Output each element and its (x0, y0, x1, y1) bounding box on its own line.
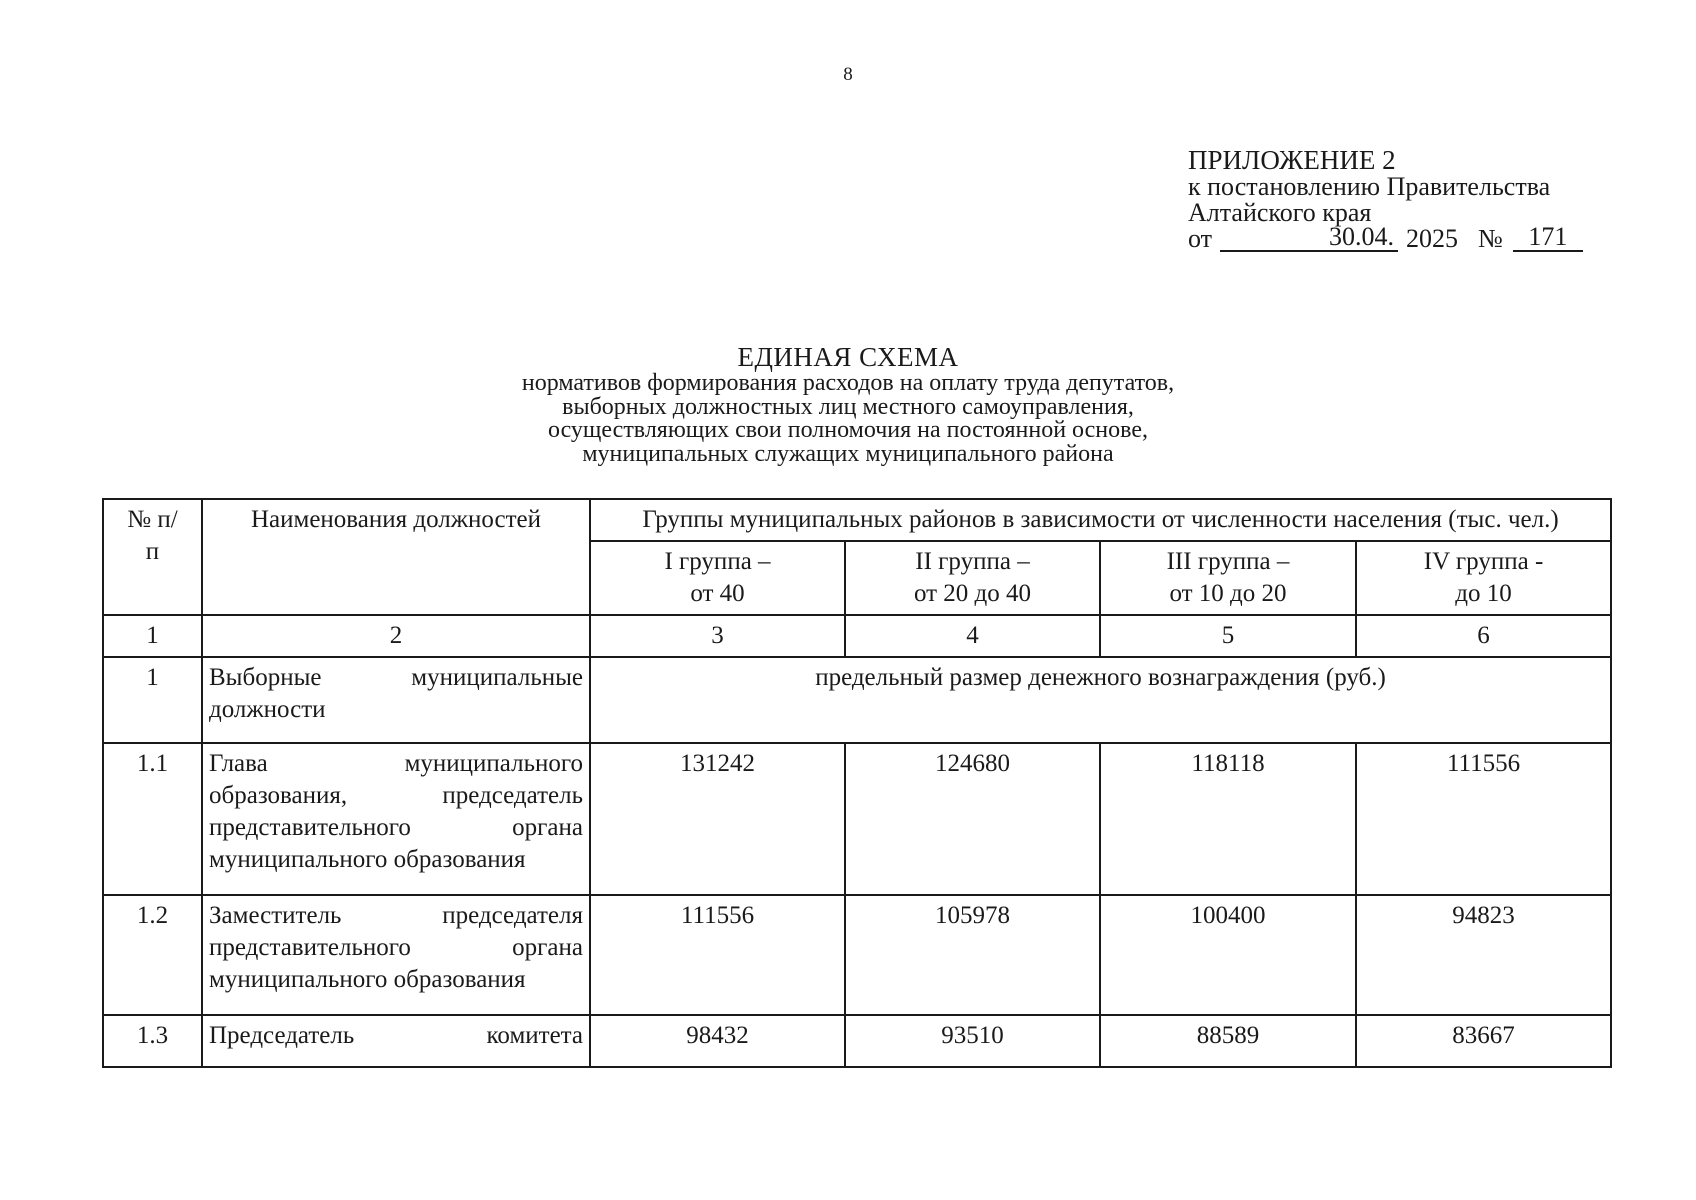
table-row (103, 895, 1611, 1015)
from-label: от (1188, 224, 1213, 253)
header-groups-title: Группы муниципальных районов в зависимости от численности населения (тыс. чел.) (590, 499, 1611, 541)
appendix-line3: Алтайского края (1188, 198, 1372, 227)
column-number: 6 (1356, 615, 1611, 657)
column-number: 1 (103, 615, 202, 657)
header-group-1: I группа – от 40 (590, 541, 845, 615)
resolution-number: 171 (1513, 226, 1583, 252)
section-note: предельный размер денежного вознаграждения (руб.) (590, 657, 1611, 743)
salary-norms-table (102, 498, 1612, 1068)
title-line: муниципальных служащих муниципального района (582, 440, 1114, 467)
row-value-group-2: 93510 (845, 1015, 1100, 1067)
row-num: 1.3 (103, 1015, 202, 1067)
row-value-group-3: 118118 (1100, 743, 1356, 895)
row-value-group-4: 94823 (1356, 895, 1611, 1015)
header-num: № п/п (103, 499, 202, 615)
header-position-name: Наименования должностей (202, 499, 590, 615)
column-number: 5 (1100, 615, 1356, 657)
document-title-block (0, 342, 1696, 466)
header-group-4: IV группа - до 10 (1356, 541, 1611, 615)
title-line: нормативов формирования расходов на оплату труда депутатов, (521, 370, 1175, 396)
header-row (103, 499, 1611, 541)
row-value-group-3: 100400 (1100, 895, 1356, 1015)
page-number: 8 (843, 64, 853, 85)
row-value-group-3: 88589 (1100, 1015, 1356, 1067)
appendix-block (1188, 146, 1583, 252)
header-group-2: II группа – от 20 до 40 (845, 541, 1100, 615)
section-num: 1 (103, 657, 202, 743)
column-number-row (103, 615, 1611, 657)
row-value-group-2: 105978 (845, 895, 1100, 1015)
header-group-3: III группа – от 10 до 20 (1100, 541, 1356, 615)
title-line: осуществляющих свои полномочия на постоянной основе, (548, 417, 1148, 443)
row-value-group-4: 111556 (1356, 743, 1611, 895)
row-value-group-4: 83667 (1356, 1015, 1611, 1067)
appendix-date-row (1188, 222, 1583, 253)
row-value-group-2: 124680 (845, 743, 1100, 895)
section-row (103, 657, 1611, 743)
row-value-group-1: 111556 (590, 895, 845, 1015)
row-value-group-1: 131242 (590, 743, 845, 895)
row-position-name: Председатель комитета (202, 1015, 590, 1067)
column-number: 4 (845, 615, 1100, 657)
appendix-title: ПРИЛОЖЕНИЕ 2 (1188, 145, 1396, 175)
appendix-line2: к постановлению Правительства (1188, 172, 1551, 201)
column-number: 3 (590, 615, 845, 657)
resolution-date: 30.04. (1220, 226, 1398, 252)
row-position-name: Заместитель председателя представительного органа муниципального образования (202, 895, 590, 1015)
row-num: 1.1 (103, 743, 202, 895)
title-line: выборных должностных лиц местного самоуправления, (562, 393, 1134, 420)
number-sign: № (1478, 224, 1503, 253)
table-row (103, 1015, 1611, 1067)
column-number: 2 (202, 615, 590, 657)
row-value-group-1: 98432 (590, 1015, 845, 1067)
row-position-name: Глава муниципального образования, председатель представительного органа муниципального образования (202, 743, 590, 895)
resolution-year: 2025 (1406, 224, 1459, 253)
table-row (103, 743, 1611, 895)
row-num: 1.2 (103, 895, 202, 1015)
section-name: Выборные муниципальные должности (202, 657, 590, 743)
document-heading: ЕДИНАЯ СХЕМА (737, 342, 959, 372)
